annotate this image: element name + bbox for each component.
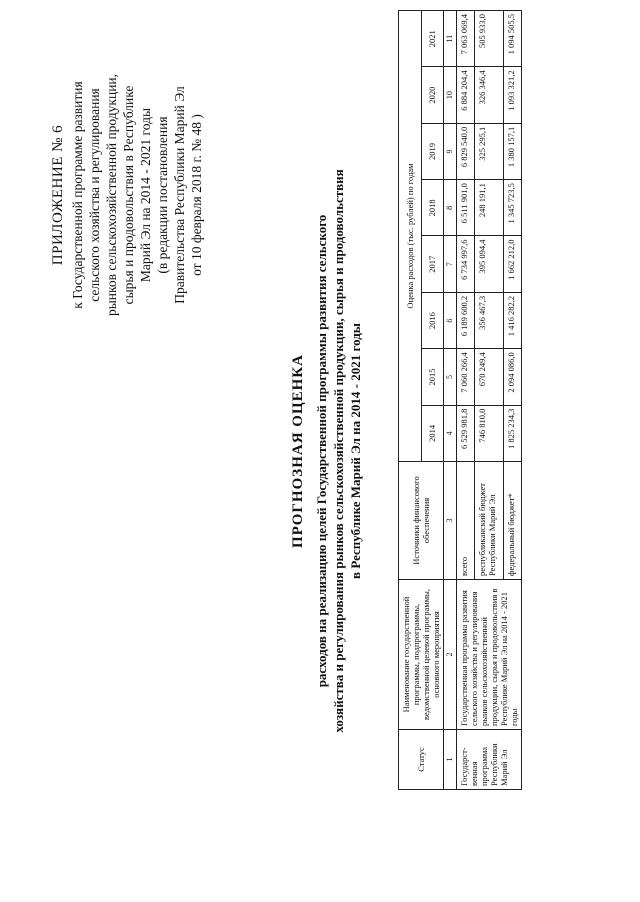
appendix-line: сырья и продовольствия в Республике [121,85,136,305]
value-cell: 1 380 157,1 [504,123,522,179]
value-cell: 1 825 234,3 [504,405,522,461]
column-number: 1 [444,730,457,790]
value-cell: 7 063 069,4 [457,11,475,67]
budget-table [398,10,522,790]
year-header: 2017 [421,236,444,292]
header-estimate: Оценка расходов (тыс. рублей) по годам [399,11,422,462]
header-status: Статус [399,730,444,790]
appendix-line: к Государственной программе развития [70,81,85,309]
value-cell: 6 189 600,2 [457,292,475,348]
year-header: 2015 [421,349,444,405]
column-number: 7 [444,236,457,292]
value-cell: 1 093 321,2 [504,67,522,123]
column-number: 4 [444,405,457,461]
title-line: расходов на реализацию целей Государственной программы развития сельского [314,214,329,688]
value-cell: 746 810,0 [474,405,504,461]
column-number: 2 [444,580,457,730]
value-cell: 7 060 266,4 [457,349,475,405]
value-cell: 395 094,4 [474,236,504,292]
title-line: хозяйства и регулирования рынков сельскохозяйственной продукции, сырья и продовольствия [331,169,346,733]
document-title [290,0,364,902]
value-cell: 325 295,1 [474,123,504,179]
column-number: 3 [444,462,457,580]
value-cell: 1 662 212,0 [504,236,522,292]
header-row [399,11,422,790]
value-cell: 6 829 540,0 [457,123,475,179]
year-header: 2019 [421,123,444,179]
year-header: 2020 [421,67,444,123]
value-cell: 6 734 997,6 [457,236,475,292]
source-cell: федеральный бюджет* [504,462,522,580]
title-line: в Республике Марий Эл на 2014 - 2021 годы [348,323,363,579]
appendix-line: (в редакции постановления [155,116,170,274]
appendix-line: от 10 февраля 2018 г. № 48 ) [189,114,204,276]
column-number-row [444,11,457,790]
source-cell: всего [457,462,475,580]
source-cell: республиканский бюджет Республики Марий Эл [474,462,504,580]
appendix-line: рынков сельскохозяйственной продукции, [104,73,119,317]
table-row [457,11,475,790]
value-cell: 2 094 086,0 [504,349,522,405]
header-source: Источники финансового обеспечения [399,462,444,580]
column-number: 11 [444,11,457,67]
year-header: 2016 [421,292,444,348]
appendix-block [50,30,205,360]
value-cell: 6 529 981,8 [457,405,475,461]
value-cell: 6 884 204,4 [457,67,475,123]
column-number: 6 [444,292,457,348]
column-number: 5 [444,349,457,405]
value-cell: 1 416 282,2 [504,292,522,348]
column-number: 10 [444,67,457,123]
column-number: 9 [444,123,457,179]
value-cell: 6 511 901,0 [457,180,475,236]
year-header: 2021 [421,11,444,67]
year-header: 2018 [421,180,444,236]
value-cell: 326 346,4 [474,67,504,123]
appendix-heading: ПРИЛОЖЕНИЕ № 6 [50,124,66,266]
program-name-cell: Государственная программа развития сельского хозяйства и регулирования рынков сельскохозяйственной продукции, сырья и продовольствия в Республике Марий Эл на 2014 - 2021 годы [457,580,522,730]
value-cell: 505 933,0 [474,11,504,67]
header-name: Наименование государственной программы, подпрограммы, ведомственной целевой программы, основного мероприятия [399,580,444,730]
value-cell: 356 467,3 [474,292,504,348]
column-number: 8 [444,180,457,236]
title-main: ПРОГНОЗНАЯ ОЦЕНКА [290,354,306,549]
year-header: 2014 [421,405,444,461]
value-cell: 670 249,4 [474,349,504,405]
status-cell: Государст-венная программа Республики Марий Эл [457,730,522,790]
appendix-line: Правительства Республики Марий Эл [172,86,187,304]
appendix-line: Марий Эл на 2014 - 2021 годы [138,107,153,283]
appendix-line: сельского хозяйства и регулирования [87,88,102,302]
value-cell: 248 191,1 [474,180,504,236]
value-cell: 1 094 505,5 [504,11,522,67]
value-cell: 1 345 723,5 [504,180,522,236]
